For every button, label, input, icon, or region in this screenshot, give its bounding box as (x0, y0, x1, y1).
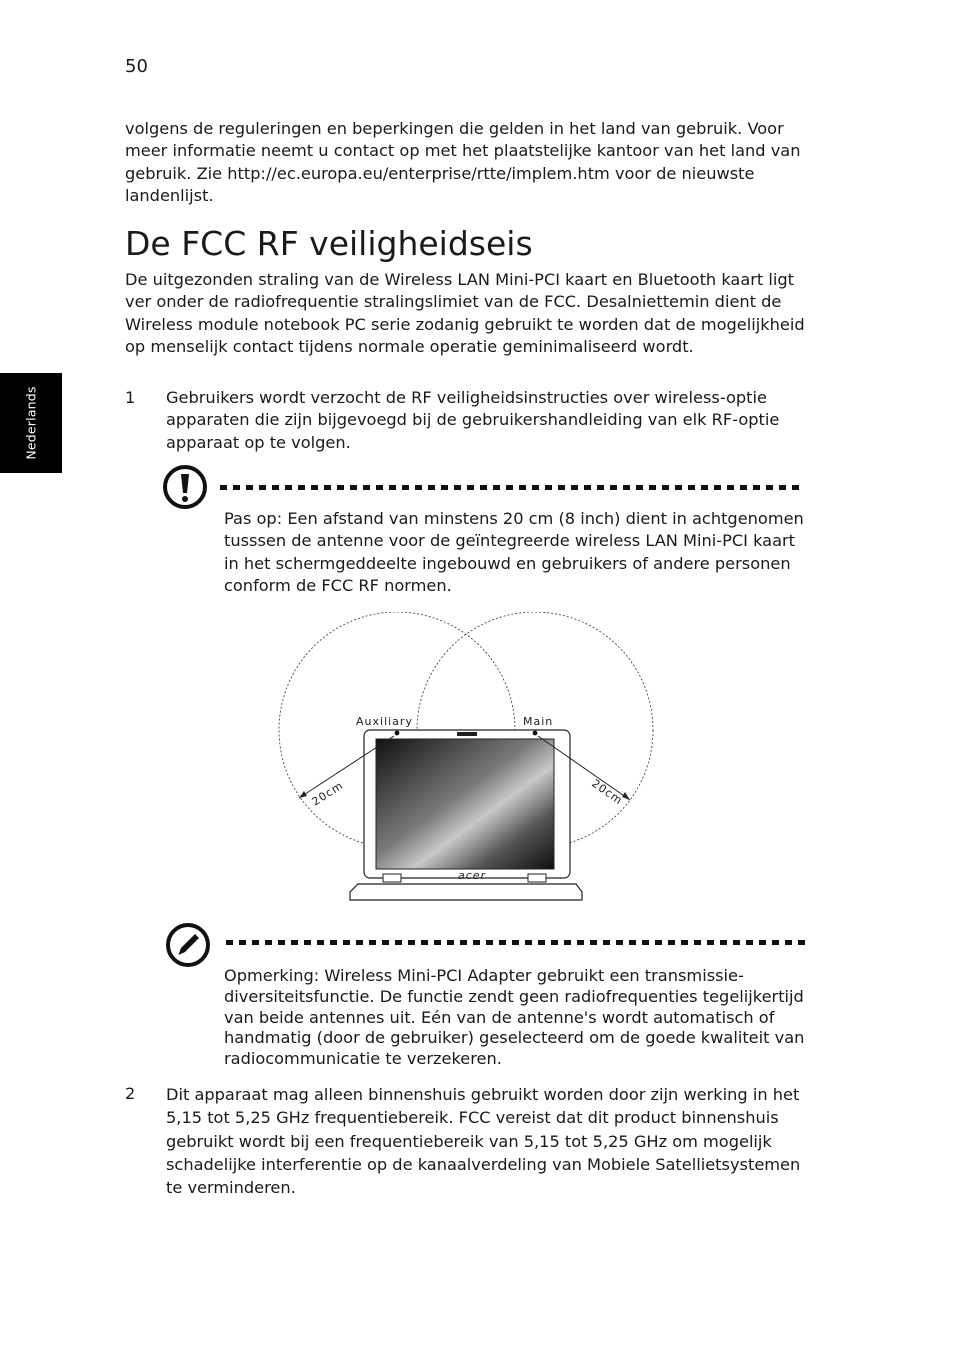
hinge-right (528, 874, 546, 882)
caution-text (224, 508, 804, 597)
language-side-tab (0, 373, 62, 473)
antenna-distance-diagram (270, 612, 670, 912)
list-item-text: Gebruikers wordt verzocht de RF veiligheidsinstructies over wireless-optie apparaten die zijn bijgevoegd bij de gebruikershandleiding van elk RF-optie apparaat op te volgen. (166, 388, 780, 452)
page-number: 50 (125, 56, 148, 77)
webcam-slot (457, 732, 477, 736)
list-item-number: 1 (125, 388, 136, 407)
list-item-text: Dit apparaat mag alleen binnenshuis gebruikt worden door zijn werking in het 5,15 tot 5,25 GHz frequentiebereik. FCC vereist dat dit product binnenshuis gebruikt wordt bij een frequentiebereik van 5,15 tot 5,25 GHz om mogelijk schadelijke interferentie op de kanaalverdeling van Mobiele Satellietsystemen te verminderen. (166, 1085, 801, 1198)
note-body: Wireless Mini-PCI Adapter gebruikt een transmissie-diversiteitsfunctie. De functie zendt geen radiofrequenties tegelijkertijd van beide antennes uit. Eén van de antenne's wordt automatisch of handmatig (door de gebruiker) geselecteerd om de goede kwaliteit van radiocommunicatie te verzekeren. (224, 966, 805, 1069)
list-item-number: 2 (125, 1084, 136, 1103)
pen-note-icon (165, 922, 211, 968)
caution-label: Pas op: (224, 509, 283, 528)
laptop-screen (376, 739, 554, 869)
laptop-base (350, 884, 582, 900)
caution-divider (220, 485, 805, 490)
hinge-left (383, 874, 401, 882)
main-antenna (533, 731, 538, 736)
auxiliary-antenna (395, 731, 400, 736)
section-title: De FCC RF veiligheidseis (125, 224, 533, 263)
main-label: Main (523, 715, 554, 728)
distance-label-left: 20cm (309, 778, 346, 809)
note-divider (226, 940, 809, 945)
intro-paragraph: volgens de reguleringen en beperkingen die gelden in het land van gebruik. Voor meer informatie neemt u contact op met het plaatstelijke kantoor van het land van gebruik. Zie http://ec.europa.eu/enterprise/rtte/implem.htm voor de nieuwste landenlijst. (125, 119, 801, 205)
note-text (224, 966, 809, 1070)
exclamation-icon (162, 464, 208, 510)
brand-logo: acer (458, 869, 487, 882)
distance-label-right: 20cm (589, 776, 626, 808)
section-body: De uitgezonden straling van de Wireless LAN Mini-PCI kaart en Bluetooth kaart ligt ver onder de radiofrequentie stralingslimiet van de FCC. Desalniettemin dient de Wireless module notebook PC serie zodanig gebruikt te worden dat de mogelijkheid op menselijk contact tijdens normale operatie geminimaliseerd wordt. (125, 270, 805, 356)
auxiliary-label: Auxiliary (356, 715, 413, 728)
caution-body: Een afstand van minstens 20 cm (8 inch) dient in achtgenomen tusssen de antenne voor de geïntegreerde wireless LAN Mini-PCI kaart in het schermgeddeelte ingebouwd en gebruikers of andere personen conform de FCC RF normen. (224, 509, 804, 595)
note-label: Opmerking: (224, 966, 320, 985)
side-tab-label: Nederlands (23, 386, 39, 460)
